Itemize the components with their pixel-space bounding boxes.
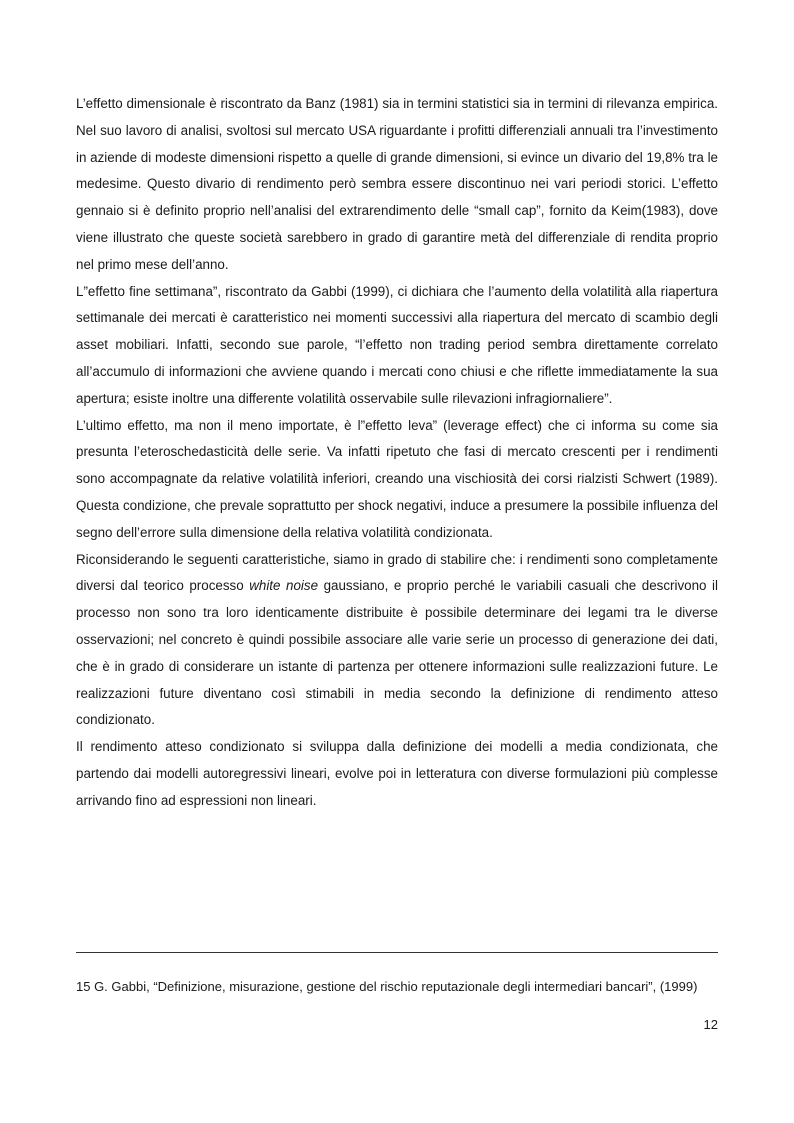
paragraph-weekend-effect: L”effetto fine settimana”, riscontrato da Gabbi (1999), ci dichiara che l’aumento della volatilità alla riapertura settimanale dei mercati è caratteristico nei momenti successivi alla riapertura del mercato di scambio degli asset mobiliari. Infatti, secondo sue parole, “l’effetto non trading period sembra direttamente correlato all’accumulo di informazioni che avviene quando i mercati cono chiusi e che riflette immediatamente la sua apertura; esiste inoltre una differente volatilità osservabile sulle rilevazioni infragiornaliere”. xyxy=(76,283,718,406)
footnote-text: 15 G. Gabbi, “Definizione, misurazione, gestione del rischio reputazionale degli intermediari bancari”, (1999) xyxy=(76,979,698,994)
paragraph-white-noise-before: Riconsiderando le seguenti caratteristiche, siamo in grado di stabilire che: i rendimenti sono completamente diversi dal teorico processo xyxy=(76,551,718,594)
white-noise-emphasis: white noise xyxy=(249,578,319,594)
body-text xyxy=(76,91,718,815)
paragraph-size-effect: L’effetto dimensionale è riscontrato da Banz (1981) sia in termini statistici sia in termini di rilevanza empirica. Nel suo lavoro di analisi, svoltosi sul mercato USA riguardante i profitti differenziali annuali tra l’investimento in aziende di modeste dimensioni rispetto a quelle di grande dimensioni, si evince un divario del 19,8% tra le medesime. Questo divario di rendimento però sembra essere discontinuo nei vari periodi storici. L’effetto gennaio si è definito proprio nell’analisi del extrarendimento delle “small cap”, fornito da Keim(1983), dove viene illustrato che queste società sarebbero in grado di garantire metà del differenziale di rendita proprio nel primo mese dell’anno. xyxy=(76,96,718,272)
paragraph-conditional-return: Il rendimento atteso condizionato si sviluppa dalla definizione dei modelli a media condizionata, che partendo dai modelli autoregressivi lineari, evolve poi in letteratura con diverse formulazioni più complesse arrivando fino ad espressioni non lineari. xyxy=(76,739,718,808)
footnote-separator xyxy=(76,952,718,953)
footnote xyxy=(76,978,718,996)
page-number: 12 xyxy=(703,1017,718,1032)
paragraph-white-noise xyxy=(76,547,718,735)
paragraph-leverage-effect: L’ultimo effetto, ma non il meno importate, è l”effetto leva” (leverage effect) che ci informa su come sia presunta l’eteroschedasticità delle serie. Va infatti ripetuto che fasi di mercato crescenti per i rendimenti sono accompagnate da relative volatilità inferiori, creando una vischiosità dei corsi rialzisti Schwert (1989). Questa condizione, che prevale soprattutto per shock negativi, induce a presumere la possibile influenza del segno dell’errore sulla dimensione della relativa volatilità condizionata. xyxy=(76,417,718,540)
paragraph-white-noise-after: gaussiano, e proprio perché le variabili casuali che descrivono il processo non sono tra loro identicamente distribuite è possibile determinare dei legami tra le diverse osservazioni; nel concreto è quindi possibile associare alle varie serie un processo di generazione dei dati, che è in grado di considerare un istante di partenza per ottenere informazioni sulle realizzazioni future. Le realizzazioni future diventano così stimabili in media secondo la definizione di rendimento atteso condizionato. xyxy=(76,578,718,728)
